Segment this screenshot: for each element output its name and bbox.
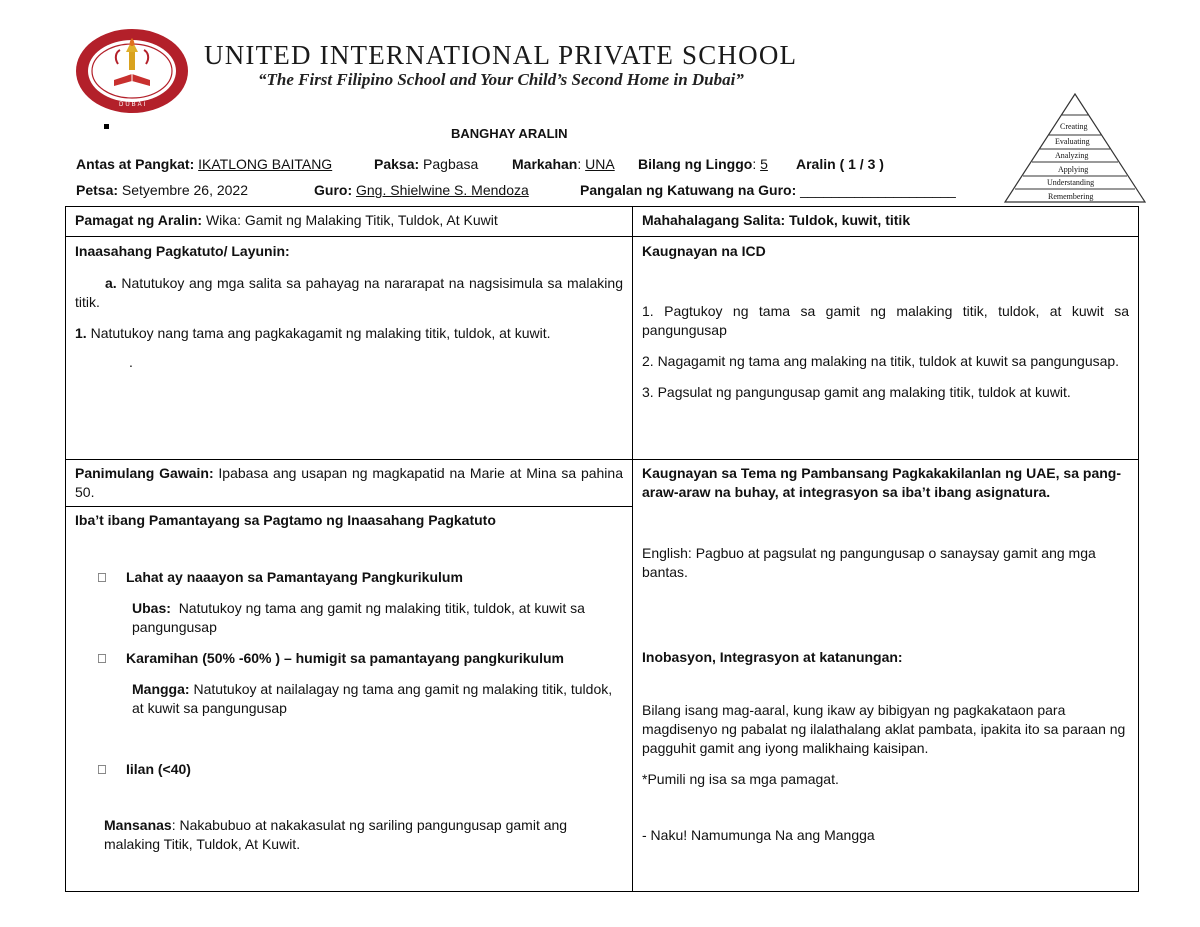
logo-city: DUBAI — [119, 102, 148, 108]
lesson-plan-table — [65, 206, 1139, 892]
paksa-value: Pagbasa — [423, 156, 479, 172]
markahan-value: UNA — [585, 156, 615, 172]
salita-label: Mahahalagang Salita: Tuldok, kuwit, titik — [642, 212, 911, 228]
logo-year: 1992 — [123, 90, 135, 96]
mansanas-label: Mansanas — [104, 817, 172, 833]
pumili-text: *Pumili ng isa sa mga pamagat. — [642, 771, 839, 787]
layunin-1-text: Natutukoy nang tama ang pagkakagamit ng malaking titik, tuldok, at kuwit. — [90, 325, 551, 341]
layunin-a-marker: a. — [105, 275, 117, 291]
bloom-pyramid — [1003, 92, 1147, 207]
panimula-cell — [66, 460, 633, 507]
linggo-label: Bilang ng Linggo — [638, 156, 753, 172]
pamantayan-label: Iba’t ibang Pamantayang sa Pagtamo ng Inaasahang Pagkatuto — [75, 512, 496, 528]
antas-label: Antas at Pangkat: — [76, 156, 195, 172]
pyramid-level-understanding: Understanding — [1047, 178, 1095, 187]
document-title: BANGHAY ARALIN — [451, 126, 568, 141]
mansanas-text: : Nakabubuo at nakakasulat ng sariling pangungusap gamit ang malaking Titik, Tuldok, At Kuwit. — [104, 817, 568, 852]
pyramid-level-applying: Applying — [1058, 165, 1089, 174]
lahat-label: Lahat ay naaayon sa Pamantayang Pangkurikulum — [126, 569, 463, 585]
ilan-label: Iilan (<40) — [126, 761, 191, 777]
aralin-label: Aralin ( 1 / 3 ) — [796, 156, 884, 172]
panimula-label: Panimulang Gawain: — [75, 465, 214, 481]
karamihan-label: Karamihan (50% -60% ) – humigit sa pamantayang pangkurikulum — [126, 650, 564, 666]
icd-item-1: 1. Pagtukoy ng tama sa gamit ng malaking titik, tuldok, at kuwit sa pangungusap — [642, 303, 1129, 338]
pamagat-label: Pamagat ng Aralin: — [75, 212, 203, 228]
tema-cell — [633, 460, 1139, 892]
linggo-value: 5 — [760, 156, 768, 172]
inobasyon-label: Inobasyon, Integrasyon at katanungan: — [642, 649, 903, 665]
check-icon — [97, 568, 110, 587]
pamagat-value: Wika: Gamit ng Malaking Titik, Tuldok, At Kuwit — [205, 212, 498, 228]
pamantayan-cell — [66, 507, 633, 892]
katuwang-blank: ____________________ — [800, 182, 956, 198]
mangga-text: Natutukoy at nailalagay ng tama ang gamit ng malaking titik, tuldok, at kuwit sa pangungusap — [132, 681, 613, 716]
ubas-label: Ubas: — [132, 600, 171, 616]
english-text: English: Pagbuo at pagsulat ng pangungusap o sanaysay gamit ang mga bantas. — [642, 545, 1096, 580]
pyramid-level-creating: Creating — [1060, 122, 1088, 131]
school-name: UNITED INTERNATIONAL PRIVATE SCHOOL — [204, 40, 798, 70]
layunin-1-marker: 1. — [75, 325, 87, 341]
tema-label: Kaugnayan sa Tema ng Pambansang Pagkakakilanlan ng UAE, sa pang-araw-araw na buhay, at integrasyon sa iba’t ibang asignatura. — [642, 465, 1121, 500]
icd-cell — [633, 237, 1139, 460]
panimula-text: Ipabasa ang usapan ng magkapatid na Marie at Mina sa pahina 50. — [75, 465, 623, 500]
check-icon — [97, 760, 110, 779]
antas-value: IKATLONG BAITANG — [198, 156, 333, 172]
layunin-a-text: Natutukoy ang mga salita sa pahayag na nararapat na nagsisimula sa malaking titik. — [75, 275, 623, 310]
school-motto: “The First Filipino School and Your Child’s Second Home in Dubai” — [258, 70, 744, 89]
guro-label: Guro: — [314, 182, 353, 198]
layunin-label: Inaasahang Pagkatuto/ Layunin: — [75, 243, 290, 259]
icd-item-2: 2. Nagagamit ng tama ang malaking na titik, tuldok at kuwit sa pangungusap. — [642, 353, 1120, 369]
salita-cell — [633, 207, 1139, 237]
petsa-value: Setyembre 26, 2022 — [121, 182, 249, 198]
ubas-text: Natutukoy ng tama ang gamit ng malaking titik, tuldok, at kuwit sa pangungusap — [132, 600, 585, 635]
bullet-icon — [104, 124, 109, 129]
layunin-dot: . — [129, 354, 133, 370]
markahan-label: Markahan — [512, 156, 578, 172]
pyramid-level-evaluating: Evaluating — [1055, 137, 1090, 146]
inobasyon-text: Bilang isang mag-aaral, kung ikaw ay bibigyan ng pagkakataon para magdisenyo ng pabalat ng ilalathalang aklat pambata, ipakita ito sa paraan ng pagguhit gamit ang iyong malikhaing kaisipan. — [642, 702, 1126, 756]
paksa-label: Paksa: — [374, 156, 420, 172]
check-icon — [97, 649, 110, 668]
katuwang-label: Pangalan ng Katuwang na Guro: — [580, 182, 797, 198]
pyramid-level-analyzing: Analyzing — [1055, 151, 1089, 160]
naku-text: - Naku! Namumunga Na ang Mangga — [642, 827, 875, 843]
mangga-label: Mangga: — [132, 681, 190, 697]
pamagat-cell — [66, 207, 633, 237]
guro-value: Gng. Shielwine S. Mendoza — [356, 182, 529, 198]
layunin-cell — [66, 237, 633, 460]
petsa-label: Petsa: — [76, 182, 119, 198]
icd-item-3: 3. Pagsulat ng pangungusap gamit ang malaking titik, tuldok at kuwit. — [642, 384, 1071, 400]
pyramid-level-remembering: Remembering — [1048, 192, 1094, 201]
icd-label: Kaugnayan na ICD — [642, 243, 766, 259]
school-logo — [74, 28, 190, 114]
